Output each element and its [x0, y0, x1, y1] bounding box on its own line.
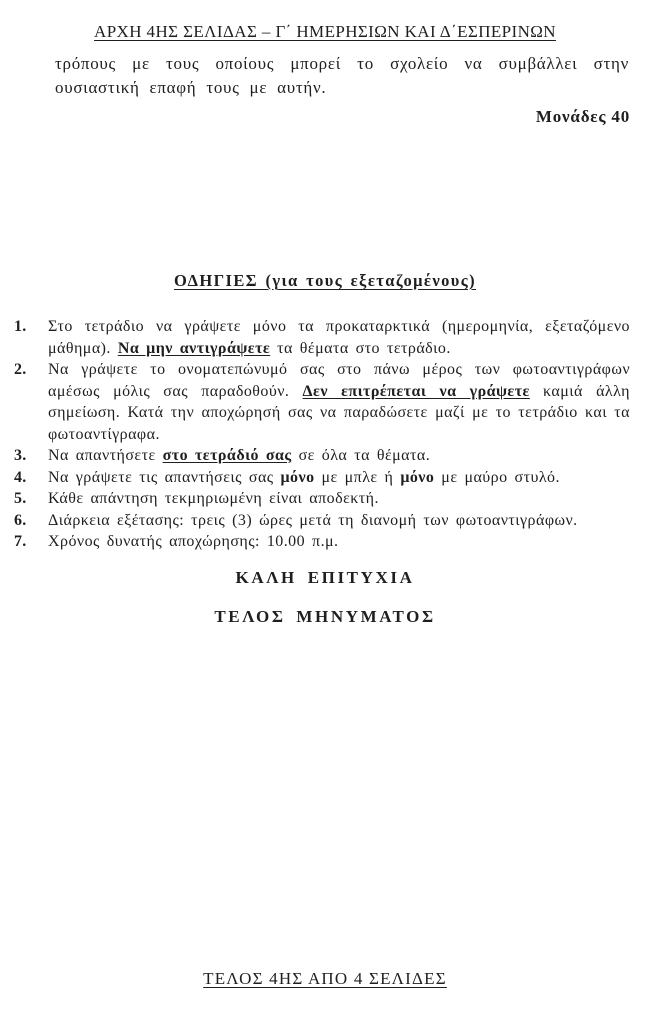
page-header: [0, 0, 650, 42]
instruction-run: Διάρκεια εξέτασης: τρεις (3) ώρες μετά τη διανομή των φωτοαντιγράφων.: [48, 511, 578, 529]
instruction-number: 4.: [14, 468, 27, 486]
instruction-run: τα θέματα στο τετράδιο.: [270, 339, 451, 357]
instruction-run: καμιά άλλη σημείωση. Κατά την αποχώρησή σας να παραδώσετε μαζί με το τετράδιο και τα φωτοαντίγραφα.: [48, 382, 630, 443]
instruction-text: [48, 467, 630, 489]
end-of-message: ΤΕΛΟΣ ΜΗΝΥΜΑΤΟΣ: [214, 606, 436, 626]
instruction-run: Κάθε απάντηση τεκμηριωμένη είναι αποδεκτή.: [48, 490, 379, 507]
instruction-run: στο τετράδιό σας: [162, 447, 292, 464]
instruction-run: Να μην αντιγράψετε: [117, 339, 271, 357]
instruction-item: [14, 531, 630, 553]
instruction-text: [48, 316, 630, 359]
instruction-run: Να γράψετε το ονοματεπώνυμό σας στο πάνω μέρος των φωτοαντιγράφων αμέσως μόλις σας παραδοθούν.: [48, 361, 630, 400]
instruction-item: [14, 359, 630, 445]
intro-paragraph: τρόπους με τους οποίους μπορεί το σχολείο να συμβάλλει στην ουσιαστική επαφή τους με αυτήν.: [55, 54, 629, 97]
instruction-number: 6.: [14, 511, 27, 529]
instruction-number: 3.: [14, 447, 27, 464]
instruction-run: Να απαντήσετε: [48, 447, 163, 464]
instruction-run: μόνο: [280, 468, 315, 486]
instruction-item: [14, 510, 630, 532]
instruction-number: 7.: [14, 533, 27, 550]
instruction-number: 2.: [14, 361, 27, 378]
page-header-text: ΑΡΧΗ 4ΗΣ ΣΕΛΙΔΑΣ – Γ΄ ΗΜΕΡΗΣΙΩΝ ΚΑΙ Δ΄ΕΣΠΕΡΙΝΩΝ: [94, 22, 556, 41]
instruction-item: [14, 488, 630, 510]
instruction-item: [14, 445, 630, 467]
points-label: Μονάδες 40: [535, 107, 630, 126]
instruction-run: Χρόνος δυνατής αποχώρησης: 10.00 π.μ.: [48, 533, 339, 550]
instructions-heading-text: ΟΔΗΓΙΕΣ (για τους εξεταζομένους): [173, 271, 477, 290]
instruction-run: μόνο: [400, 468, 435, 486]
page-footer: [0, 969, 650, 989]
good-luck-message: ΚΑΛΗ ΕΠΙΤΥΧΙΑ: [235, 567, 415, 587]
instruction-text: [48, 510, 630, 532]
instruction-number: 1.: [14, 318, 27, 335]
page-footer-text: ΤΕΛΟΣ 4ΗΣ ΑΠΟ 4 ΣΕΛΙΔΕΣ: [203, 969, 447, 988]
instruction-run: Δεν επιτρέπεται να γράψετε: [302, 382, 530, 400]
instruction-run: Να γράψετε τις απαντήσεις σας: [48, 468, 281, 486]
instructions-list: [14, 316, 630, 553]
instruction-item: [14, 467, 630, 489]
instruction-run: Στο τετράδιο να γράψετε μόνο τα προκαταρκτικά (ημερομηνία, εξεταζόμενο μάθημα).: [48, 318, 630, 357]
instruction-run: με μπλε ή: [314, 468, 401, 486]
instruction-text: [48, 445, 630, 467]
instruction-number: 5.: [14, 490, 27, 507]
instruction-run: σε όλα τα θέματα.: [291, 447, 431, 464]
instruction-text: [48, 359, 630, 445]
instruction-item: [14, 316, 630, 359]
instructions-heading: [0, 271, 650, 291]
instruction-run: με μαύρο στυλό.: [434, 468, 560, 486]
instruction-text: [48, 488, 630, 510]
instruction-text: [48, 531, 630, 553]
